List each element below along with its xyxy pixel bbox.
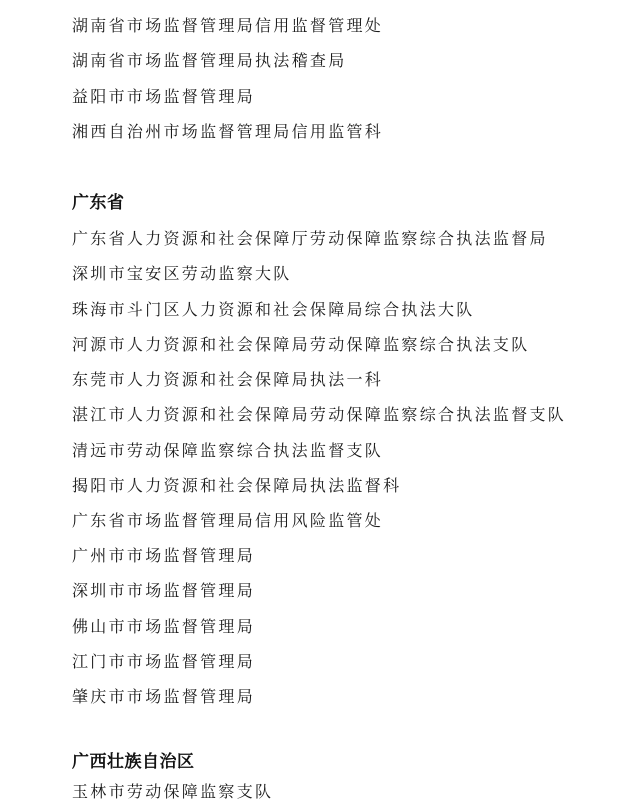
list-item: 湖南省市场监督管理局信用监督管理处 bbox=[72, 16, 384, 35]
list-item: 玉林市劳动保障监察支队 bbox=[72, 782, 274, 801]
list-item: 揭阳市人力资源和社会保障局执法监督科 bbox=[72, 476, 402, 495]
list-item: 湛江市人力资源和社会保障局劳动保障监察综合执法监督支队 bbox=[72, 405, 567, 424]
list-item: 清远市劳动保障监察综合执法监督支队 bbox=[72, 441, 384, 460]
list-item: 湖南省市场监督管理局执法稽查局 bbox=[72, 51, 347, 70]
list-item: 广东省市场监督管理局信用风险监管处 bbox=[72, 511, 384, 530]
list-item: 东莞市人力资源和社会保障局执法一科 bbox=[72, 370, 384, 389]
list-item: 深圳市市场监督管理局 bbox=[72, 581, 256, 600]
list-item: 益阳市市场监督管理局 bbox=[72, 87, 256, 106]
list-item: 湘西自治州市场监督管理局信用监管科 bbox=[72, 122, 384, 141]
section-heading-guangxi: 广西壮族自治区 bbox=[72, 752, 195, 772]
list-item: 深圳市宝安区劳动监察大队 bbox=[72, 264, 292, 283]
list-item: 佛山市市场监督管理局 bbox=[72, 617, 256, 636]
list-item: 广东省人力资源和社会保障厅劳动保障监察综合执法监督局 bbox=[72, 229, 548, 248]
list-item: 珠海市斗门区人力资源和社会保障局综合执法大队 bbox=[72, 300, 475, 319]
list-item: 肇庆市市场监督管理局 bbox=[72, 687, 256, 706]
list-item: 河源市人力资源和社会保障局劳动保障监察综合执法支队 bbox=[72, 335, 530, 354]
section-heading-guangdong: 广东省 bbox=[72, 193, 125, 213]
list-item: 江门市市场监督管理局 bbox=[72, 652, 256, 671]
list-item: 广州市市场监督管理局 bbox=[72, 546, 256, 565]
